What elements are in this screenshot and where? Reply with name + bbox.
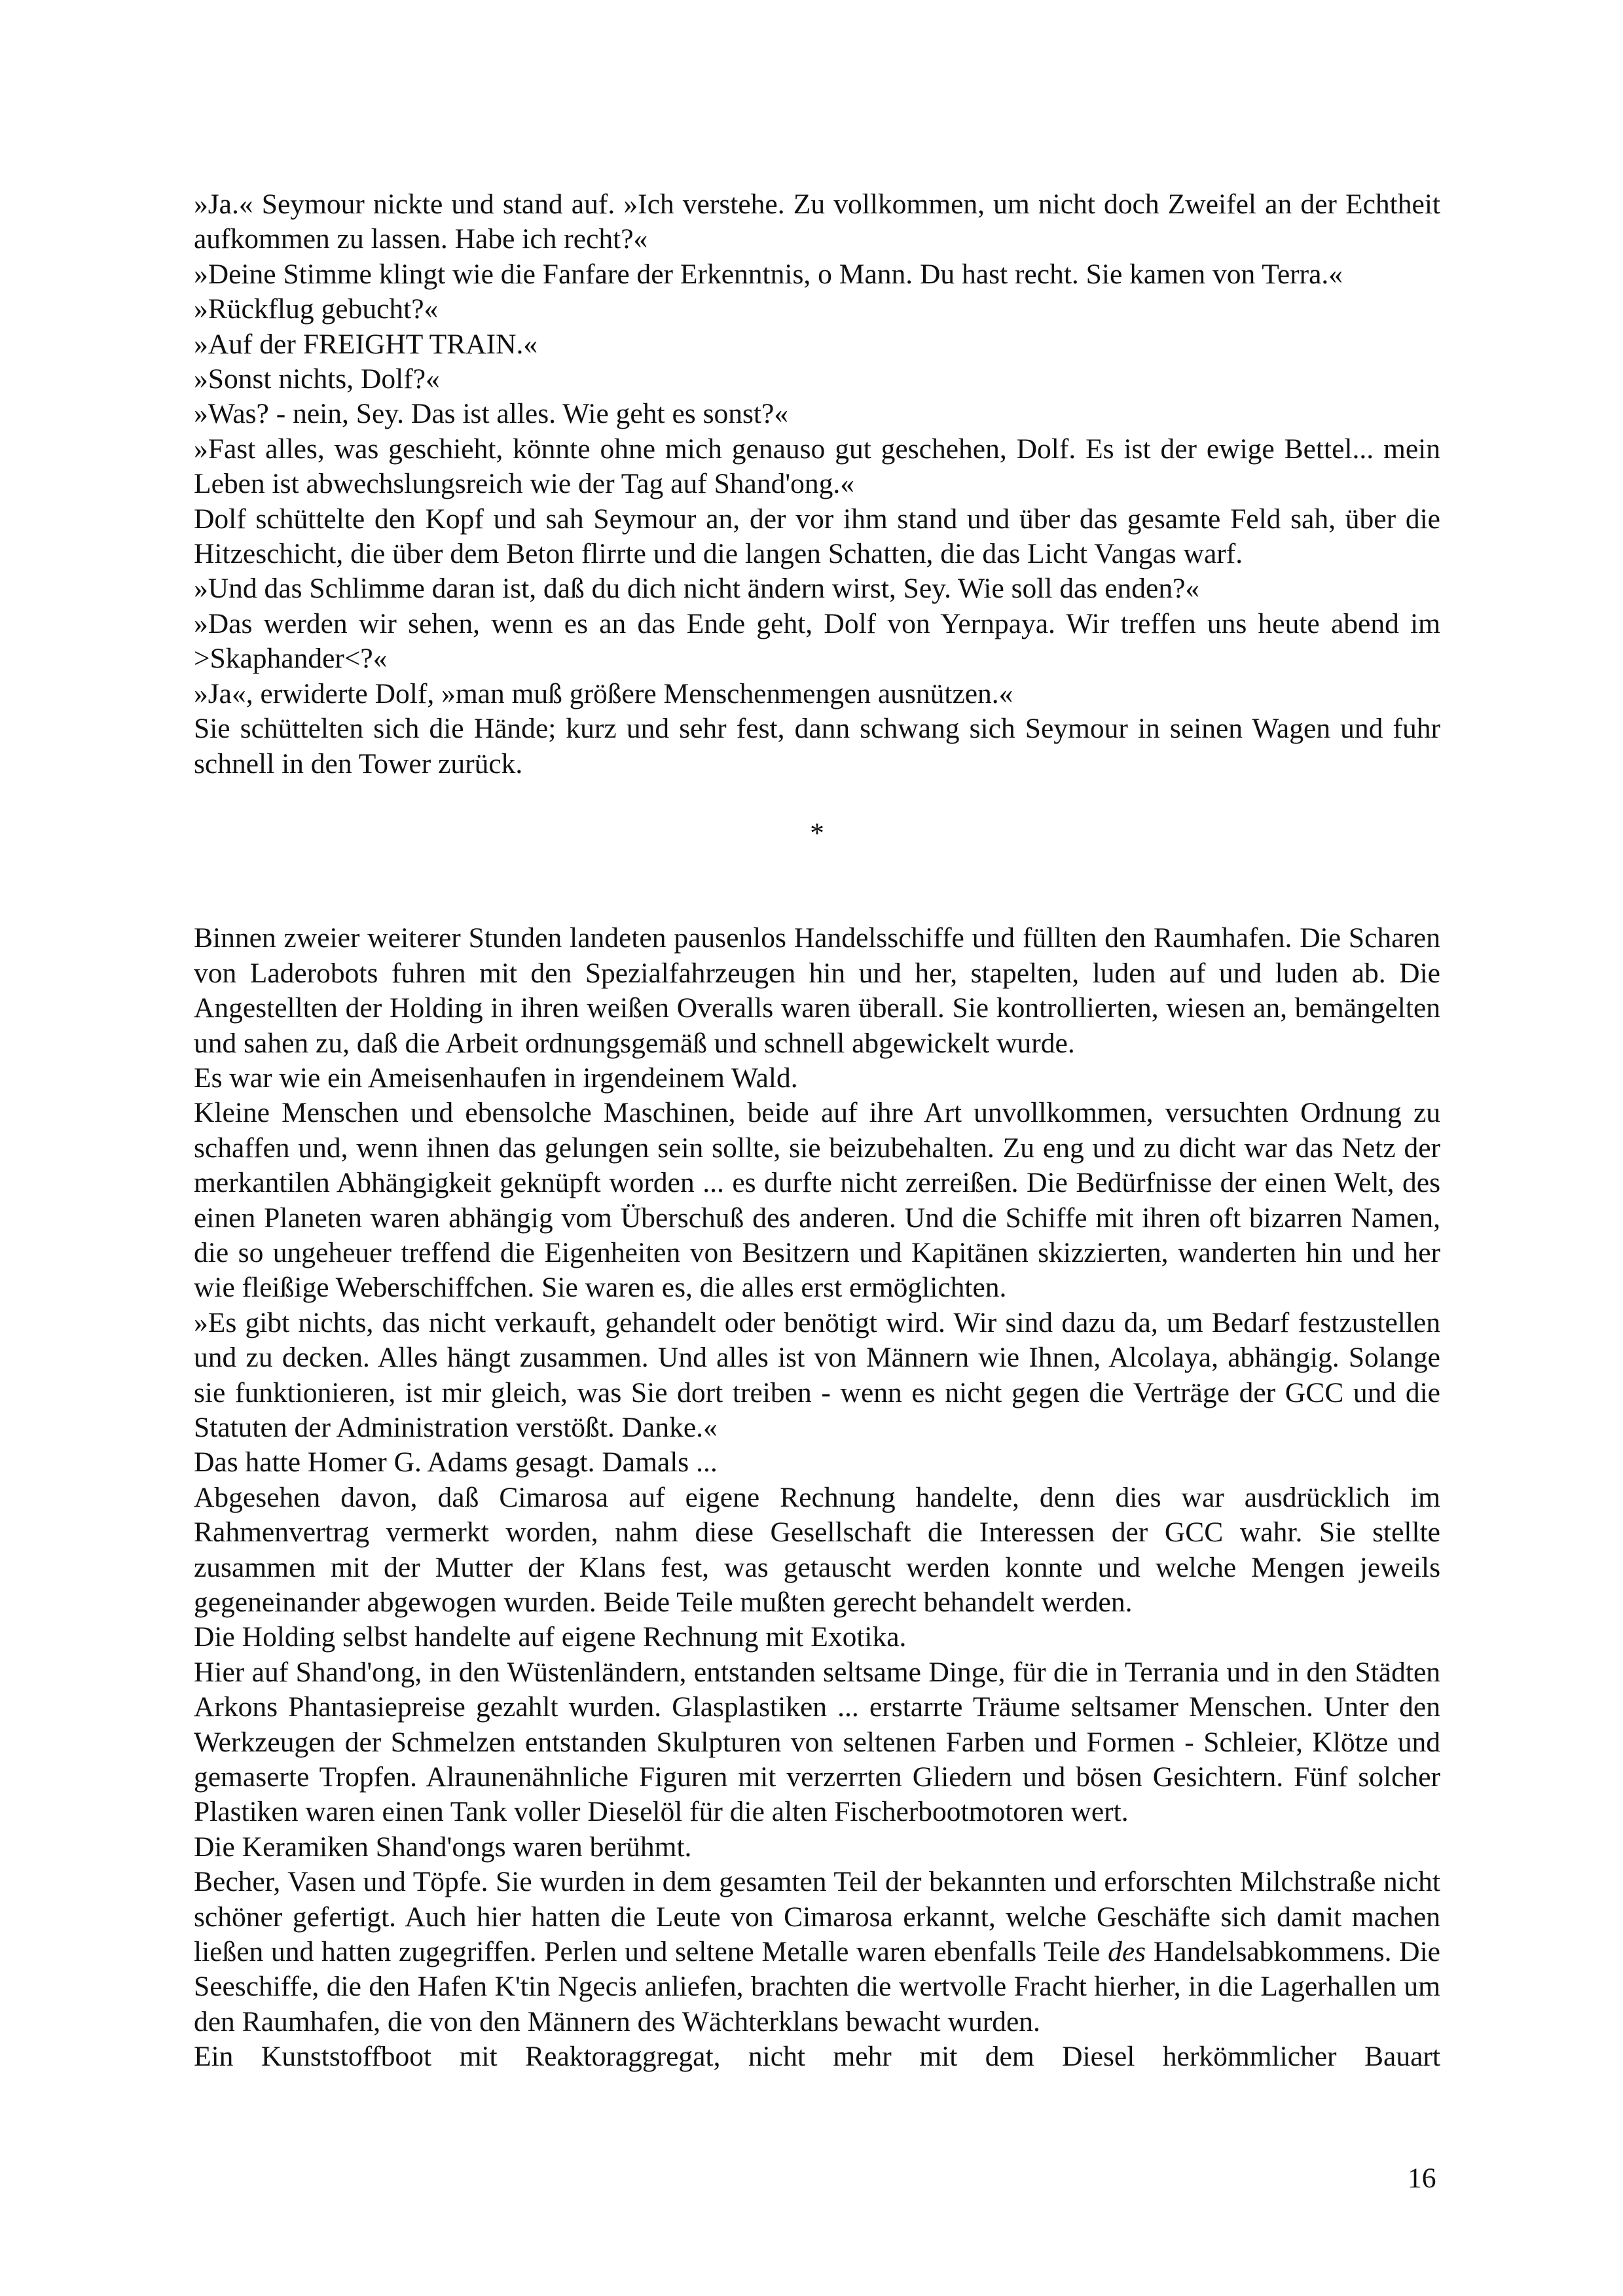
section-gap: [194, 781, 1440, 816]
paragraph: »Rückflug gebucht?«: [194, 293, 439, 325]
paragraph: »Fast alles, was geschieht, könnte ohne mich genauso gut geschehen, Dolf. Es ist der ewige Bettel... mein Leben ist abwechslungsreich wie der Tag auf Shand'ong.«: [194, 433, 1440, 500]
paragraph: Die Holding selbst handelte auf eigene Rechnung mit Exotika.: [194, 1621, 907, 1653]
paragraph-continuation: Handelsabkommens. Die Seeschiffe, die den Hafen K'tin Ngecis anliefen, brachten die wertvolle Fracht hierher, in die Lagerhallen um den Raumhafen, die von den Männern des Wächterklans bewacht wurden.: [194, 1936, 1440, 2037]
section-separator: *: [810, 817, 824, 849]
paragraph: Es war wie ein Ameisenhaufen in irgendeinem Wald.: [194, 1062, 798, 1094]
paragraph: Das hatte Homer G. Adams gesagt. Damals ...: [194, 1446, 718, 1479]
paragraph: Binnen zweier weiterer Stunden landeten pausenlos Handelsschiffe und füllten den Raumhafen. Die Scharen von Laderobots fuhren mit den Spezialfahrzeugen hin und her, stapelten, luden auf und luden ab. Die Angestellten der Holding in ihren weißen Overalls waren überall. Sie kontrollierten, wiesen an, bemängelten und sahen zu, daß die Arbeit ordnungsgemäß und schnell abgewickelt wurde.: [194, 922, 1440, 1059]
page-number: 16: [1408, 2162, 1436, 2194]
paragraph: »Das werden wir sehen, wenn es an das Ende geht, Dolf von Yernpaya. Wir treffen uns heute abend im >Skaphander<?«: [194, 607, 1440, 675]
section-gap: [194, 851, 1440, 921]
paragraph: »Sonst nichts, Dolf?«: [194, 363, 440, 395]
paragraph: »Ja«, erwiderte Dolf, »man muß größere Menschenmengen ausnützen.«: [194, 677, 1013, 709]
page-body: [194, 187, 1440, 2075]
paragraph: »Es gibt nichts, das nicht verkauft, gehandelt oder benötigt wird. Wir sind dazu da, um Bedarf festzustellen und zu decken. Alles hängt zusammen. Und alles ist von Männern wie Ihnen, Alcolaya, abhängig. Solange sie funktionieren, ist mir gleich, was Sie dort treiben - wenn es nicht gegen die Verträge der GCC und die Statuten der Administration verstößt. Danke.«: [194, 1306, 1440, 1443]
paragraph: Sie schüttelten sich die Hände; kurz und sehr fest, dann schwang sich Seymour in seinen Wagen und fuhr schnell in den Tower zurück.: [194, 713, 1440, 780]
paragraph: »Was? - nein, Sey. Das ist alles. Wie geht es sonst?«: [194, 398, 789, 430]
paragraph-final-line: Ein Kunststoffboot mit Reaktoraggregat, nicht mehr mit dem Diesel herkömmlicher Bauart: [194, 2041, 1440, 2073]
paragraph: »Und das Schlimme daran ist, daß du dich nicht ändern wirst, Sey. Wie soll das enden?«: [194, 573, 1200, 605]
paragraph: Kleine Menschen und ebensolche Maschinen, beide auf ihre Art unvollkommen, versuchten Ordnung zu schaffen und, wenn ihnen das gelungen sein sollte, sie beizubehalten. Zu eng und zu dicht war das Netz der merkantilen Abhängigkeit geknüpft worden ... es durfte nicht zerreißen. Die Bedürfnisse der einen Welt, des einen Planeten waren abhängig vom Überschuß des anderen. Und die Schiffe mit ihren oft bizarren Namen, die so ungeheuer treffend die Eigenheiten von Besitzern und Kapitänen skizzierten, wanderten hin und her wie fleißige Weberschiffchen. Sie waren es, die alles erst ermöglichten.: [194, 1097, 1440, 1304]
paragraph-with-italic: [194, 1865, 1440, 2039]
paragraph-text: Becher, Vasen und Töpfe. Sie wurden in dem gesamten Teil der bekannten und erforschten Milchstraße nicht schöner gefertigt. Auch hier hatten die Leute von Cimarosa erkannt, welche Geschäfte sich damit machen ließen und hatten zugegriffen. Perlen und seltene Metalle waren ebenfalls Teile: [194, 1866, 1440, 1968]
paragraph: Dolf schüttelte den Kopf und sah Seymour an, der vor ihm stand und über das gesamte Feld sah, über die Hitzeschicht, die über dem Beton flirrte und die langen Schatten, die das Licht Vangas warf.: [194, 503, 1440, 570]
italic-word: des: [1108, 1936, 1146, 1968]
paragraph: »Auf der FREIGHT TRAIN.«: [194, 328, 538, 360]
paragraph: Die Keramiken Shand'ongs waren berühmt.: [194, 1831, 692, 1863]
paragraph: »Ja.« Seymour nickte und stand auf. »Ich verstehe. Zu vollkommen, um nicht doch Zweifel an der Echtheit aufkommen zu lassen. Habe ich recht?«: [194, 188, 1440, 255]
paragraph: »Deine Stimme klingt wie die Fanfare der Erkenntnis, o Mann. Du hast recht. Sie kamen von Terra.«: [194, 258, 1343, 290]
paragraph: Hier auf Shand'ong, in den Wüstenländern, entstanden seltsame Dinge, für die in Terrania und in den Städten Arkons Phantasiepreise gezahlt wurden. Glasplastiken ... erstarrte Träume seltsamer Menschen. Unter den Werkzeugen der Schmelzen entstanden Skulpturen von seltenen Farben und Formen - Schleier, Klötze und gemaserte Tropfen. Alraunenähnliche Figuren mit verzerrten Gliedern und bösen Gesichtern. Fünf solcher Plastiken waren einen Tank voller Dieselöl für die alten Fischerbootmotoren wert.: [194, 1656, 1440, 1828]
paragraph: Abgesehen davon, daß Cimarosa auf eigene Rechnung handelte, denn dies war ausdrücklich im Rahmenvertrag vermerkt worden, nahm diese Gesellschaft die Interessen der GCC wahr. Sie stellte zusammen mit der Mutter der Klans fest, was getauscht werden konnte und welche Mengen jeweils gegeneinander abgewogen wurden. Beide Teile mußten gerecht behandelt werden.: [194, 1481, 1440, 1619]
